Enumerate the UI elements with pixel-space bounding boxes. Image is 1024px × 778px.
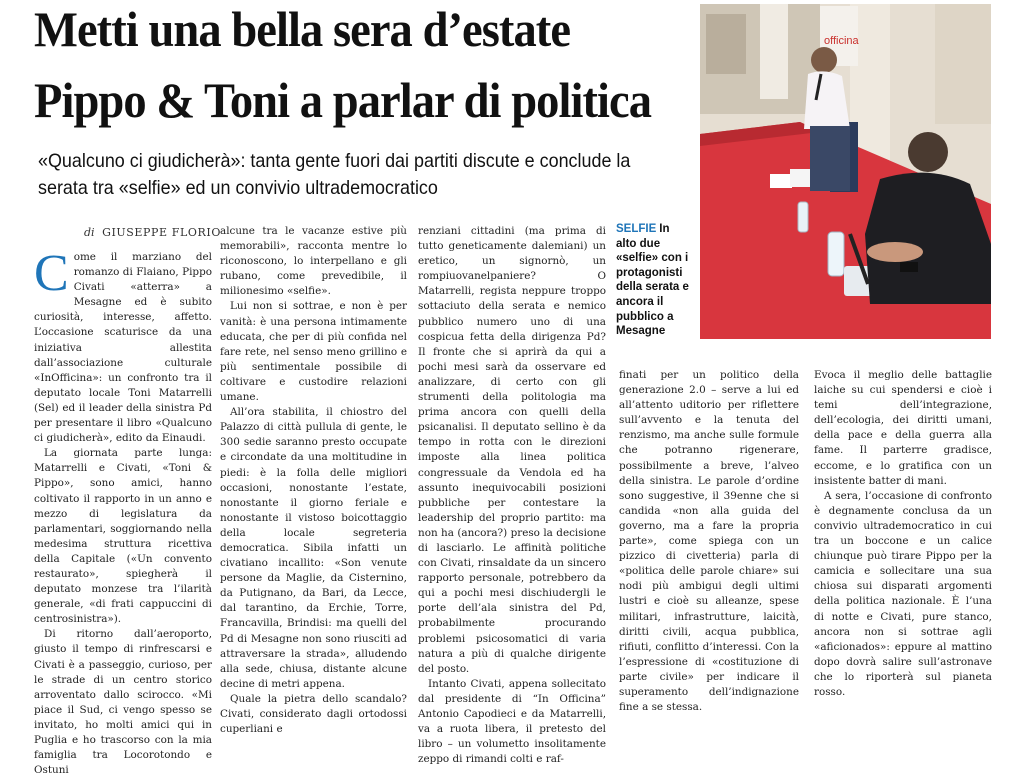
article-column-1 <box>34 245 212 778</box>
paragraph: finati per un politico della generazione 2.0 – serve a lui ed all’attento uditorio per riflettere sull’avvento e la tenuta del renzismo, ma anche sulle formule che potranno rigenerare, possibilmente a breve, l’alveo della sinistra. Le parole d’ordine sono suggestive, il 39enne che si candida «non alla guida del governo, ma a fare la propria parte», come spiega con un pizzico di civetteria) parla di «politica delle parole chiare» sui nodi più ambigui degli ultimi lustri e cioè su alleanze, spese militari, infrastrutture, laicità, diritti civili, acqua pubblica, rifiuti, conflitto d’interessi. Con la l’espressione di «costituzione di parte civile» per indicare il superamento dell’indignazione fine a se stessa. <box>619 369 799 714</box>
byline-author: GIUSEPPE FLORIO <box>102 226 221 239</box>
photo-caption <box>616 222 690 339</box>
byline <box>84 226 221 239</box>
article-column-5 <box>814 368 992 700</box>
paragraph-text: ome il marziano del romanzo di Flaiano, Pippo Civati «atterra» a Mesagne ed è subito curiosità, interesse, affetto. L’occasione scaturisce da una iniziativa allestita dall’associazione culturale «InOfficina»: un confronto tra il deputato locale Toni Matarrelli (Sel) ed il leader della sinistra Pd per presentare il libro «Qualcuno ci giudicherà», edito da Einaudi. <box>34 251 212 445</box>
paragraph: All’ora stabilita, il chiostro del Palazzo di città pullula di gente, le 300 sedie saranno presto occupate e circondate da una moltitudine in piedi: è la folla delle migliori occasioni, nonostante l’estate, nonostante il giorno feriale e nonostante il vistoso boicottaggio della locale segreteria democratica. Sibila infatti un civatiano incallito: «Son venute persone da Maglie, da Cisternino, da Putignano, da Bari, da Lecce, dal tarantino, da Erchie, Torre, Francavilla, Brindisi: ma quelli del Pd di Mesagne non sono riusciti ad attraversare la strada», alludendo alla sede, chiusa, distante alcune decine di metri appena. <box>220 406 407 690</box>
caption-text: In alto due «selfie» con i protagonisti della serata e ancora il pubblico a Mesagne <box>616 223 689 338</box>
headline-line-2: Pippo & Toni a parlar di politica <box>34 72 652 128</box>
paragraph: Di ritorno dall’aeroporto, giusto il tempo di rinfrescarsi e Civati è a passeggio, curioso, per le strade di un centro storico arroventato dallo scirocco. «Mi piace il Sud, ci vengo spesso se invitato, ho molti amici qui in Puglia e ho trascorso con la mia famiglia tra Locorotondo e Ostuni <box>34 628 212 777</box>
paragraph <box>34 245 212 446</box>
headline-line-1: Metti una bella sera d’estate <box>34 1 571 57</box>
paragraph: Quale la pietra dello scandalo? Civati, considerato dagli ortodossi cuperliani e <box>220 692 407 736</box>
article-column-4 <box>619 368 799 715</box>
article-column-3 <box>418 224 606 767</box>
article-column-2 <box>220 224 407 737</box>
photo-illustration <box>700 4 991 339</box>
paragraph: A sera, l’occasione di confronto è degnamente conclusa da un convivio ultrademocratico in cui tra un boccone e un calice chiunque può tirare Pippo per la camicia e sollecitare una sua chiosa sui disparati argomenti della politica nazionale. È l’una di notte e Civati, pure stanco, ancora non si sottrae agli «aficionados»: eppure al mattino dopo dovrà salire sull’astronave che lo riporterà sul pianeta rosso. <box>814 489 992 698</box>
caption-label: SELFIE <box>616 223 657 235</box>
paragraph: La giornata parte lunga: Matarrelli e Civati, «Toni & Pippo», sono amici, hanno coltivato il rapporto in un anno e mezzo di legislatura da parlamentari, soggiornando nella medesima struttura ricettiva della Capitale («Un convento restaurato», spiegherà il deputato monzese tra l’ilarità generale, «di frati cappuccini di centrosinistra»). <box>34 447 212 626</box>
paragraph: Lui non si sottrae, e non è per vanità: è una persona intimamente educata, che per di più confida nel fare rete, nel senso meno grillino e più sentimentale possibile di coltivare e custodire relazioni umane. <box>220 300 407 404</box>
paragraph: renziani cittadini (ma prima di tutto geneticamente dalemiani) un eretico, un signornò, un rompiuovanelpaniere? O Matarrelli, regista neppure troppo sottaciuto della serata e nemico pubblico numero uno di una cospicua fetta della dirigenza Pd? Il fronte che si aprirà da qui a pochi mesi sarà da osservare ed analizzare, di certo con gli strumenti della politologia ma prima ancora con quelli della psicanalisi. Il deputato sellino è da tempo in rotta con le direzioni imposte alla linea politica congressuale da Vendola ed ha assunto inequivocabili posizioni pubbliche per contestare la leadership del proprio partito: ma non ha (ancora?) preso la decisione di lasciarlo. Le affinità politiche con Civati, rinsaldate da un sincero rapporto personale, potrebbero da qui a pochi mesi dischiudergli le porte dell’ala sinistra del Pd, probabilmente procurando problemi psicosomatici di varia natura a più di qualche dirigente del posto. <box>418 225 606 675</box>
paragraph: Evoca il meglio delle battaglie laiche su cui spendersi e cioè i temi dell’integrazione, dell’ecologia, dei diritti umani, della pace e della guerra alla fame. Il parterre gradisce, eccome, e lo gratifica con un insistente batter di mani. <box>814 369 992 487</box>
photo-banner-text: officina <box>824 35 859 47</box>
article-photo <box>700 4 991 339</box>
paragraph: Intanto Civati, appena sollecitato dal presidente di “In Officina” Antonio Capodieci e da Matarrelli, va a ruota libera, il pretesto del libro – un volumetto insolitamente zeppo di rimandi colti e raf- <box>418 677 606 766</box>
subheadline-deck: «Qualcuno ci giudicherà»: tanta gente fuori dai partiti discute e conclude la serata tra «selfie» ed un convivio ultrademocratico <box>38 150 631 199</box>
byline-prefix: di <box>84 226 95 239</box>
paragraph: alcune tra le vacanze estive più memorabili», racconta mentre lo riconoscono, lo interpellano e gli rubano, come prevedibile, il milionesimo «selfie». <box>220 225 407 298</box>
drop-cap: C <box>34 245 69 302</box>
